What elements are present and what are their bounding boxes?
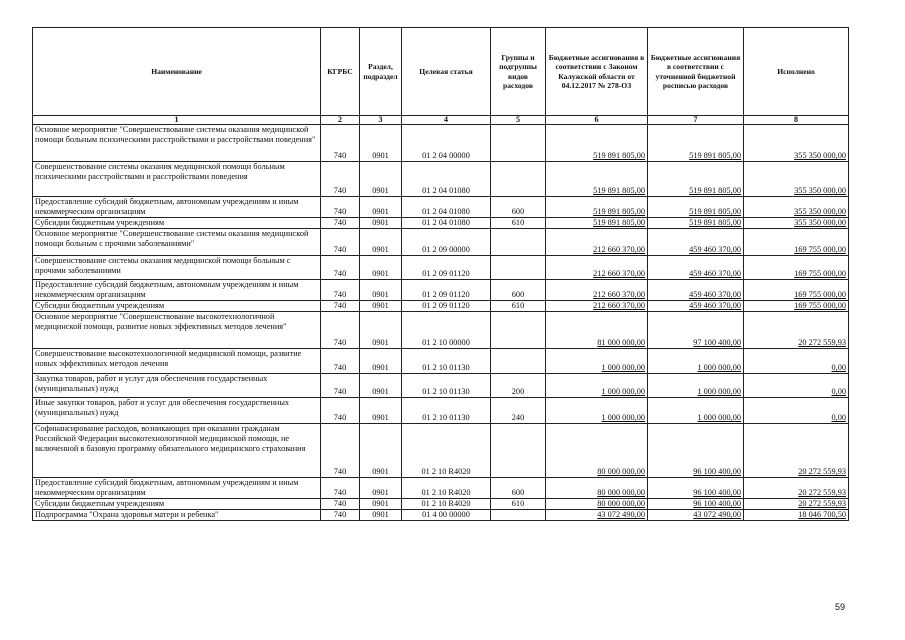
row-kgrbs: 740 — [321, 280, 360, 301]
row-group: 610 — [491, 301, 546, 312]
row-law-amount: 519 891 805,00 — [546, 218, 648, 229]
row-name: Субсидии бюджетным учреждениям — [33, 218, 321, 229]
table-row — [33, 349, 849, 374]
row-group — [491, 162, 546, 197]
row-refined-amount: 519 891 805,00 — [648, 197, 744, 218]
row-section: 0901 — [360, 229, 402, 256]
row-name: Совершенствование высокотехнологичной медицинской помощи, развитие новых эффективных методов лечения — [33, 349, 321, 374]
table-row — [33, 125, 849, 162]
row-section: 0901 — [360, 301, 402, 312]
row-name: Предоставление субсидий бюджетным, автономным учреждениям и иным некоммерческим организациям — [33, 197, 321, 218]
row-target: 01 2 10 R4020 — [402, 499, 491, 510]
row-refined-amount: 96 100 400,00 — [648, 478, 744, 499]
row-name: Основное мероприятие "Совершенствование системы оказания медицинской помощи больным с прочими заболеваниями" — [33, 229, 321, 256]
row-kgrbs: 740 — [321, 349, 360, 374]
column-number: 1 — [33, 116, 321, 125]
row-target: 01 2 10 01130 — [402, 349, 491, 374]
row-name: Предоставление субсидий бюджетным, автономным учреждениям и иным некоммерческим организациям — [33, 280, 321, 301]
row-executed-amount: 20 272 559,93 — [744, 499, 849, 510]
row-executed-amount: 169 755 000,00 — [744, 301, 849, 312]
row-law-amount: 1 000 000,00 — [546, 398, 648, 424]
row-kgrbs: 740 — [321, 125, 360, 162]
header-name: Наименование — [33, 28, 321, 116]
header-law: Бюджетные ассигнования в соответствии с Законом Калужской области от 04.12.2017 № 278-ОЗ — [546, 28, 648, 116]
row-group: 610 — [491, 218, 546, 229]
row-group: 600 — [491, 280, 546, 301]
row-group: 240 — [491, 398, 546, 424]
row-target: 01 2 10 00000 — [402, 312, 491, 349]
row-kgrbs: 740 — [321, 197, 360, 218]
header-target: Целевая статья — [402, 28, 491, 116]
row-name: Совершенствование системы оказания медицинской помощи больным с прочими заболеваниями — [33, 256, 321, 280]
row-section: 0901 — [360, 218, 402, 229]
row-section: 0901 — [360, 478, 402, 499]
row-section: 0901 — [360, 312, 402, 349]
table-row — [33, 301, 849, 312]
row-target: 01 2 09 01120 — [402, 280, 491, 301]
row-name: Подпрограмма "Охрана здоровья матери и ребенка" — [33, 510, 321, 521]
table-row — [33, 312, 849, 349]
header-executed: Исполнено — [744, 28, 849, 116]
row-law-amount: 80 000 000,00 — [546, 424, 648, 478]
row-kgrbs: 740 — [321, 301, 360, 312]
row-executed-amount: 0,00 — [744, 374, 849, 398]
row-name: Основное мероприятие "Совершенствование высокотехнологичной медицинской помощи, развитие новых эффективных методов лечения" — [33, 312, 321, 349]
row-target: 01 2 10 R4020 — [402, 424, 491, 478]
table-row — [33, 197, 849, 218]
row-executed-amount: 355 350 000,00 — [744, 218, 849, 229]
row-section: 0901 — [360, 499, 402, 510]
row-kgrbs: 740 — [321, 162, 360, 197]
row-executed-amount: 169 755 000,00 — [744, 256, 849, 280]
row-refined-amount: 519 891 805,00 — [648, 218, 744, 229]
row-law-amount: 519 891 805,00 — [546, 162, 648, 197]
row-name: Субсидии бюджетным учреждениям — [33, 499, 321, 510]
row-refined-amount: 97 100 400,00 — [648, 312, 744, 349]
row-group — [491, 312, 546, 349]
row-name: Иные закупки товаров, работ и услуг для обеспечения государственных (муниципальных) нужд — [33, 398, 321, 424]
row-kgrbs: 740 — [321, 218, 360, 229]
row-refined-amount: 459 460 370,00 — [648, 280, 744, 301]
table-body — [33, 125, 849, 521]
row-executed-amount: 355 350 000,00 — [744, 197, 849, 218]
row-kgrbs: 740 — [321, 510, 360, 521]
row-refined-amount: 519 891 805,00 — [648, 125, 744, 162]
row-group — [491, 229, 546, 256]
row-executed-amount: 355 350 000,00 — [744, 162, 849, 197]
row-kgrbs: 740 — [321, 229, 360, 256]
column-number: 7 — [648, 116, 744, 125]
row-refined-amount: 1 000 000,00 — [648, 374, 744, 398]
row-name: Субсидии бюджетным учреждениям — [33, 301, 321, 312]
row-section: 0901 — [360, 256, 402, 280]
row-executed-amount: 20 272 559,93 — [744, 312, 849, 349]
table-row — [33, 510, 849, 521]
row-executed-amount: 0,00 — [744, 398, 849, 424]
row-target: 01 2 04 01080 — [402, 162, 491, 197]
row-law-amount: 212 660 370,00 — [546, 229, 648, 256]
row-target: 01 2 10 01130 — [402, 398, 491, 424]
row-section: 0901 — [360, 197, 402, 218]
row-executed-amount: 20 272 559,93 — [744, 424, 849, 478]
row-executed-amount: 20 272 559,93 — [744, 478, 849, 499]
column-number: 8 — [744, 116, 849, 125]
row-group — [491, 256, 546, 280]
row-section: 0901 — [360, 398, 402, 424]
row-group: 600 — [491, 197, 546, 218]
row-law-amount: 1 000 000,00 — [546, 374, 648, 398]
row-group — [491, 424, 546, 478]
row-law-amount: 212 660 370,00 — [546, 256, 648, 280]
row-group — [491, 510, 546, 521]
row-kgrbs: 740 — [321, 256, 360, 280]
header-group: Группы и подгруппы видов расходов — [491, 28, 546, 116]
row-group: 200 — [491, 374, 546, 398]
row-section: 0901 — [360, 374, 402, 398]
row-target: 01 2 04 01080 — [402, 197, 491, 218]
column-number: 3 — [360, 116, 402, 125]
row-refined-amount: 519 891 805,00 — [648, 162, 744, 197]
row-executed-amount: 0,00 — [744, 349, 849, 374]
row-law-amount: 80 000 000,00 — [546, 478, 648, 499]
column-number: 6 — [546, 116, 648, 125]
row-refined-amount: 43 072 490,00 — [648, 510, 744, 521]
row-kgrbs: 740 — [321, 424, 360, 478]
row-target: 01 2 09 01120 — [402, 301, 491, 312]
table-row — [33, 499, 849, 510]
row-law-amount: 519 891 805,00 — [546, 197, 648, 218]
row-name: Совершенствование системы оказания медицинской помощи больным психическими расстройствами и расстройствами поведения — [33, 162, 321, 197]
row-refined-amount: 96 100 400,00 — [648, 424, 744, 478]
row-law-amount: 1 000 000,00 — [546, 349, 648, 374]
row-law-amount: 519 891 805,00 — [546, 125, 648, 162]
row-kgrbs: 740 — [321, 478, 360, 499]
header-row — [33, 28, 849, 116]
budget-table — [32, 27, 849, 521]
row-refined-amount: 96 100 400,00 — [648, 499, 744, 510]
row-group — [491, 125, 546, 162]
row-refined-amount: 459 460 370,00 — [648, 301, 744, 312]
row-section: 0901 — [360, 424, 402, 478]
table-row — [33, 374, 849, 398]
header-section: Раздел, подраздел — [360, 28, 402, 116]
row-target: 01 2 04 00000 — [402, 125, 491, 162]
row-name: Софинансирование расходов, возникающих при оказании гражданам Российской Федерации высокотехнологичной медицинской помощи, не включенной в базовую программу обязательного медицинского страхования — [33, 424, 321, 478]
row-group: 610 — [491, 499, 546, 510]
row-law-amount: 80 000 000,00 — [546, 499, 648, 510]
row-name: Основное мероприятие "Совершенствование системы оказания медицинской помощи больным психическими расстройствами и расстройствами поведения" — [33, 125, 321, 162]
row-target: 01 2 09 01120 — [402, 256, 491, 280]
row-law-amount: 81 000 000,00 — [546, 312, 648, 349]
row-name: Предоставление субсидий бюджетным, автономным учреждениям и иным некоммерческим организациям — [33, 478, 321, 499]
table-row — [33, 162, 849, 197]
row-target: 01 2 09 00000 — [402, 229, 491, 256]
table-row — [33, 280, 849, 301]
row-kgrbs: 740 — [321, 398, 360, 424]
row-section: 0901 — [360, 349, 402, 374]
row-section: 0901 — [360, 510, 402, 521]
row-target: 01 2 10 01130 — [402, 374, 491, 398]
column-number: 2 — [321, 116, 360, 125]
table-row — [33, 478, 849, 499]
header-kgrbs: КГРБС — [321, 28, 360, 116]
row-name: Закупка товаров, работ и услуг для обеспечения государственных (муниципальных) нужд — [33, 374, 321, 398]
table-row — [33, 229, 849, 256]
row-group — [491, 349, 546, 374]
column-number: 5 — [491, 116, 546, 125]
row-refined-amount: 1 000 000,00 — [648, 398, 744, 424]
row-law-amount: 43 072 490,00 — [546, 510, 648, 521]
row-law-amount: 212 660 370,00 — [546, 280, 648, 301]
row-section: 0901 — [360, 162, 402, 197]
table-row — [33, 256, 849, 280]
row-executed-amount: 169 755 000,00 — [744, 280, 849, 301]
row-executed-amount: 169 755 000,00 — [744, 229, 849, 256]
row-refined-amount: 459 460 370,00 — [648, 229, 744, 256]
row-kgrbs: 740 — [321, 312, 360, 349]
table-row — [33, 398, 849, 424]
row-kgrbs: 740 — [321, 499, 360, 510]
table-row — [33, 218, 849, 229]
row-law-amount: 212 660 370,00 — [546, 301, 648, 312]
table-row — [33, 424, 849, 478]
row-section: 0901 — [360, 125, 402, 162]
row-group: 600 — [491, 478, 546, 499]
row-refined-amount: 1 000 000,00 — [648, 349, 744, 374]
header-refined: Бюджетные ассигнования в соответствии с уточненной бюджетной росписью расходов — [648, 28, 744, 116]
row-kgrbs: 740 — [321, 374, 360, 398]
row-executed-amount: 18 046 700,50 — [744, 510, 849, 521]
row-refined-amount: 459 460 370,00 — [648, 256, 744, 280]
row-target: 01 2 10 R4020 — [402, 478, 491, 499]
column-number: 4 — [402, 116, 491, 125]
row-section: 0901 — [360, 280, 402, 301]
row-executed-amount: 355 350 000,00 — [744, 125, 849, 162]
row-target: 01 4 00 00000 — [402, 510, 491, 521]
row-target: 01 2 04 01080 — [402, 218, 491, 229]
page-number: 59 — [835, 602, 846, 612]
column-number-row — [33, 116, 849, 125]
